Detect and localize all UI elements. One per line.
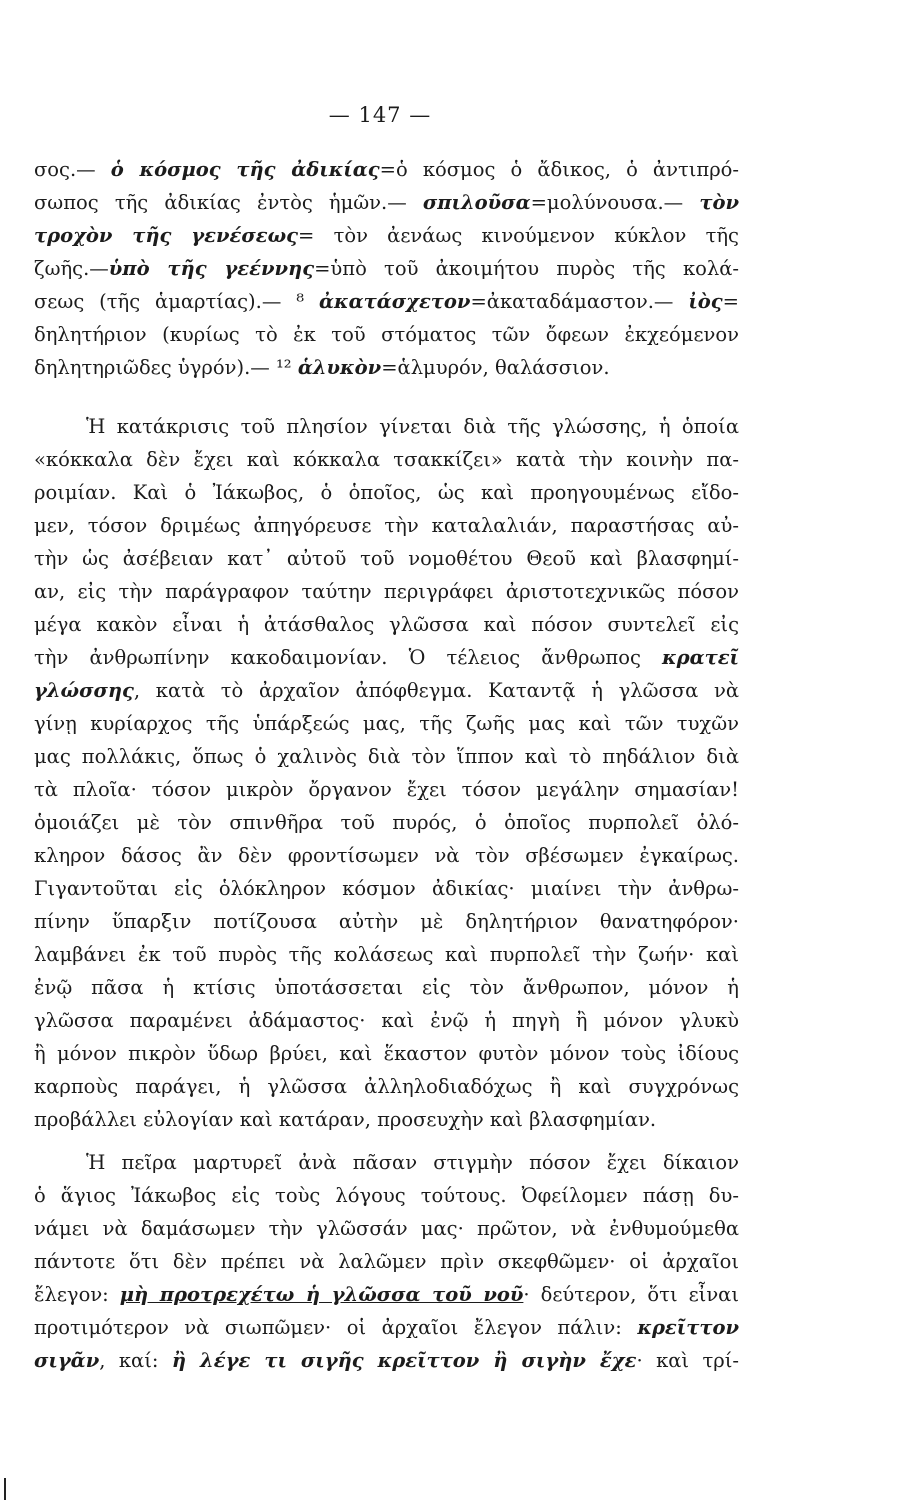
text-line — [34, 909, 739, 935]
emphasized-text: ἀκατάσχετον — [318, 290, 471, 313]
text-segment: Ἡ πεῖρα μαρτυρεῖ ἀνὰ πᾶσαν στιγμὴν πόσον ἔχει δίκαιον — [86, 1151, 739, 1174]
margin-mark — [4, 1478, 6, 1500]
emphasized-text: ἰὸς — [688, 290, 723, 313]
text-line — [34, 546, 739, 572]
text-line — [34, 1315, 739, 1341]
text-segment: κληρον δάσος ἂν δὲν φροντίσωμεν νὰ τὸν σβέσωμεν ἐγκαίρως. — [34, 844, 739, 867]
text-line — [34, 1216, 739, 1242]
emphasized-text: τροχὸν τῆς γενέσεως — [34, 224, 299, 247]
text-segment: · δεύτερον, ὅτι εἶναι — [523, 1283, 739, 1306]
text-segment: μας πολλάκις, ὅπως ὁ χαλινὸς διὰ τὸν ἵππον καὶ τὸ πηδάλιον διὰ — [34, 745, 739, 768]
text-line — [34, 480, 739, 506]
emphasized-text: σιγᾶν — [34, 1349, 100, 1372]
text-segment: δηλητήριον (κυρίως τὸ ἐκ τοῦ στόματος τῶν ὄφεων ἐκχεόμενον — [34, 323, 739, 346]
text-segment: = — [722, 290, 739, 313]
text-segment: προτιμότερον νὰ σιωπῶμεν· οἱ ἀρχαῖοι ἔλεγον πάλιν: — [34, 1316, 638, 1339]
emphasized-text: ὑπὸ τῆς γεέννης — [108, 257, 315, 280]
emphasized-text: γλώσσης — [34, 679, 134, 702]
text-segment: · καὶ τρί- — [636, 1349, 739, 1372]
text-line — [34, 289, 739, 315]
text-segment: «κόκκαλα δὲν ἔχει καὶ κόκκαλα τσακκίζει» κατὰ τὴν κοινὴν πα- — [34, 448, 739, 471]
page-number: — 147 — — [328, 103, 432, 127]
text-segment: μεν, τόσον δριμέως ἀπηγόρευσε τὴν καταλαλιάν, παραστήσας αὐ- — [34, 514, 739, 537]
text-segment: Ἡ κατάκρισις τοῦ πλησίον γίνεται διὰ τῆς γλώσσης, ἡ ὁποία — [86, 415, 739, 438]
text-segment: λαμβάνει ἐκ τοῦ πυρὸς τῆς κολάσεως καὶ πυρπολεῖ τὴν ζωήν· καὶ — [34, 943, 739, 966]
text-segment: ἔλεγον: — [34, 1283, 120, 1306]
emphasized-text: ὁ κόσμος τῆς ἀδικίας — [110, 158, 380, 181]
text-line — [34, 612, 739, 638]
emphasized-text: ἁλυκὸν — [297, 356, 382, 379]
text-line — [34, 1041, 739, 1067]
text-line — [34, 678, 739, 704]
text-line — [34, 942, 739, 968]
text-line — [34, 744, 739, 770]
text-line — [34, 645, 739, 671]
text-segment: γλῶσσα παραμένει ἀδάμαστος· καὶ ἐνῷ ἡ πηγὴ ἢ μόνον γλυκὺ — [34, 1009, 739, 1032]
text-line — [34, 711, 739, 737]
text-segment: πάντοτε ὅτι δὲν πρέπει νὰ λαλῶμεν πρὶν σκεφθῶμεν· οἱ ἀρχαῖοι — [34, 1250, 739, 1273]
text-segment: =ἁλμυρόν, θαλάσσιον. — [381, 356, 610, 379]
text-segment: σωπος τῆς ἀδικίας ἐντὸς ἡμῶν.— — [34, 191, 423, 214]
text-line — [34, 1008, 739, 1034]
text-segment: ροιμίαν. Καὶ ὁ Ἰάκωβος, ὁ ὁποῖος, ὡς καὶ προηγουμένως εἴδο- — [34, 481, 739, 504]
text-line — [34, 256, 739, 282]
text-segment: , καί: — [99, 1349, 172, 1372]
text-line — [34, 513, 739, 539]
text-line — [86, 1150, 739, 1176]
text-segment: δηλητηριῶδες ὑγρόν).— ¹² — [34, 356, 298, 379]
emphasized-text: κρεῖττον — [637, 1316, 739, 1339]
text-segment: πίνην ὕπαρξιν ποτίζουσα αὐτὴν μὲ δηλητήριον θανατηφόρον· — [34, 910, 739, 933]
text-segment: ζωῆς.— — [34, 257, 109, 280]
text-line — [34, 1107, 739, 1133]
emphasized-text: κρατεῖ — [661, 646, 739, 669]
text-line — [34, 1348, 739, 1374]
text-line — [34, 1074, 739, 1100]
text-segment: σεως (τῆς ἁμαρτίας).— ⁸ — [34, 290, 319, 313]
emphasized-text: μὴ προτρεχέτω ἡ γλῶσσα τοῦ νοῦ — [119, 1283, 524, 1306]
text-segment: ὁμοιάζει μὲ τὸν σπινθῆρα τοῦ πυρός, ὁ ὁποῖος πυρπολεῖ ὁλό- — [34, 811, 739, 834]
text-line — [34, 876, 739, 902]
text-line — [34, 1249, 739, 1275]
emphasized-text: ἢ λέγε τι σιγῆς κρεῖττον ἢ σιγὴν ἔχε — [171, 1349, 637, 1372]
text-line — [34, 447, 739, 473]
text-segment: μέγα κακὸν εἶναι ἡ ἀτάσθαλος γλῶσσα καὶ πόσον συντελεῖ εἰς — [34, 613, 739, 636]
text-line — [34, 190, 739, 216]
text-segment: σος.— — [34, 158, 111, 181]
text-line — [86, 414, 739, 440]
text-segment: νάμει νὰ δαμάσωμεν τὴν γλῶσσάν μας· πρῶτον, νὰ ἐνθυμούμεθα — [34, 1217, 739, 1240]
text-segment: τὴν ὡς ἀσέβειαν κατ᾽ αὐτοῦ τοῦ νομοθέτου Θεοῦ καὶ βλασφημί- — [34, 547, 739, 570]
text-segment: τὴν ἀνθρωπίνην κακοδαιμονίαν. Ὁ τέλειος ἄνθρωπος — [34, 646, 662, 669]
text-line — [34, 355, 739, 381]
text-line — [34, 843, 739, 869]
text-segment: , κατὰ τὸ ἀρχαῖον ἀπόφθεγμα. Καταντᾷ ἡ γλῶσσα νὰ — [133, 679, 739, 702]
text-segment: ὁ ἅγιος Ἰάκωβος εἰς τοὺς λόγους τούτους. Ὀφείλομεν πάσῃ δυ- — [34, 1184, 739, 1207]
text-segment: = τὸν ἀενάως κινούμενον κύκλον τῆς — [298, 224, 739, 247]
text-segment: =μολύνουσα.— — [530, 191, 700, 214]
text-segment: Γιγαντοῦται εἰς ὁλόκληρον κόσμον ἀδικίας· μιαίνει τὴν ἀνθρω- — [34, 877, 739, 900]
text-line — [34, 223, 739, 249]
text-segment: τὰ πλοῖα· τόσον μικρὸν ὄργανον ἔχει τόσον μεγάλην σημασίαν! — [34, 778, 739, 801]
text-line — [34, 777, 739, 803]
text-line — [34, 810, 739, 836]
emphasized-text: τὸν — [699, 191, 739, 214]
text-segment: αν, εἰς τὴν παράγραφον ταύτην περιγράφει ἀριστοτεχνικῶς πόσον — [34, 580, 739, 603]
text-segment: ἐνῷ πᾶσα ἡ κτίσις ὑποτάσσεται εἰς τὸν ἄνθρωπον, μόνον ἡ — [34, 976, 739, 999]
text-segment: ἢ μόνον πικρὸν ὕδωρ βρύει, καὶ ἕκαστον φυτὸν μόνον τοὺς ἰδίους — [34, 1042, 739, 1065]
text-line — [34, 975, 739, 1001]
text-line — [34, 157, 739, 183]
text-segment: καρποὺς παράγει, ἡ γλῶσσα ἀλληλοδιαδόχως ἢ καὶ συγχρόνως — [34, 1075, 739, 1098]
text-line — [34, 579, 739, 605]
text-line — [34, 322, 739, 348]
text-segment: =ὑπὸ τοῦ ἀκοιμήτου πυρὸς τῆς κολά- — [314, 257, 739, 280]
text-segment: =ὁ κόσμος ὁ ἄδικος, ὁ ἀντιπρό- — [379, 158, 739, 181]
text-line — [34, 1183, 739, 1209]
text-segment: προβάλλει εὐλογίαν καὶ κατάραν, προσευχὴν καὶ βλασφημίαν. — [34, 1108, 657, 1131]
emphasized-text: σπιλοῦσα — [422, 191, 531, 214]
text-line — [34, 1282, 739, 1308]
text-segment: γίνῃ κυρίαρχος τῆς ὑπάρξεώς μας, τῆς ζωῆς μας καὶ τῶν τυχῶν — [34, 712, 739, 735]
text-segment: =ἀκαταδάμαστον.— — [470, 290, 689, 313]
